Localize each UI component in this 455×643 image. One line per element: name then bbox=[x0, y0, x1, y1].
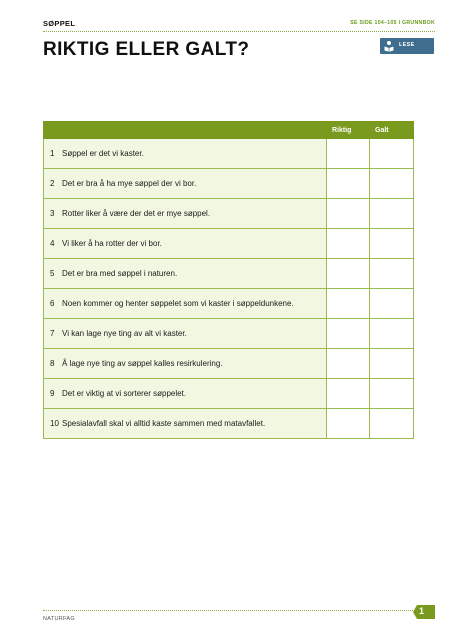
riktig-column-header: Riktig bbox=[327, 122, 370, 139]
reading-person-icon bbox=[383, 40, 395, 52]
riktig-answer-box[interactable] bbox=[327, 229, 370, 259]
galt-answer-box[interactable] bbox=[370, 319, 414, 349]
riktig-answer-box[interactable] bbox=[327, 349, 370, 379]
statement-text: Spesialavfall skal vi alltid kaste sammen med matavfallet. bbox=[62, 418, 266, 428]
header-divider bbox=[43, 31, 435, 32]
statement-number: 8 bbox=[50, 358, 55, 368]
galt-answer-box[interactable] bbox=[370, 379, 414, 409]
subject-label: NATURFAG bbox=[43, 616, 75, 622]
statement-cell bbox=[44, 229, 327, 259]
table-row bbox=[44, 229, 414, 259]
riktig-answer-box[interactable] bbox=[327, 289, 370, 319]
statement-number: 6 bbox=[50, 298, 55, 308]
galt-answer-box[interactable] bbox=[370, 259, 414, 289]
statement-number: 10 bbox=[50, 418, 59, 428]
statement-cell bbox=[44, 289, 327, 319]
statement-text: Det er bra å ha mye søppel der vi bor. bbox=[62, 178, 197, 188]
statement-cell bbox=[44, 169, 327, 199]
statement-number: 9 bbox=[50, 388, 55, 398]
statement-text: Rotter liker å være der det er mye søppel. bbox=[62, 208, 211, 218]
statement-number: 3 bbox=[50, 208, 55, 218]
riktig-answer-box[interactable] bbox=[327, 319, 370, 349]
page-number-tab bbox=[413, 605, 435, 619]
statement-number: 4 bbox=[50, 238, 55, 248]
statement-number: 2 bbox=[50, 178, 55, 188]
statement-cell bbox=[44, 379, 327, 409]
page-number: 1 bbox=[419, 606, 425, 616]
badge-label: LESE bbox=[399, 42, 415, 48]
statement-text: Det er bra med søppel i naturen. bbox=[62, 268, 178, 278]
statement-text: Vi kan lage nye ting av alt vi kaster. bbox=[62, 328, 187, 338]
statement-cell bbox=[44, 409, 327, 439]
riktig-answer-box[interactable] bbox=[327, 169, 370, 199]
table-row bbox=[44, 139, 414, 169]
statement-number: 5 bbox=[50, 268, 55, 278]
statement-cell bbox=[44, 139, 327, 169]
riktig-answer-box[interactable] bbox=[327, 259, 370, 289]
riktig-answer-box[interactable] bbox=[327, 139, 370, 169]
footer-divider bbox=[43, 610, 413, 611]
table-row bbox=[44, 409, 414, 439]
table-row bbox=[44, 169, 414, 199]
textbook-reference: SE SIDE 104–105 I GRUNNBOK bbox=[350, 20, 435, 26]
table-row bbox=[44, 379, 414, 409]
galt-answer-box[interactable] bbox=[370, 199, 414, 229]
riktig-answer-box[interactable] bbox=[327, 199, 370, 229]
riktig-answer-box[interactable] bbox=[327, 379, 370, 409]
statement-text: Søppel er det vi kaster. bbox=[62, 148, 144, 158]
table-row bbox=[44, 199, 414, 229]
statement-text: Vi liker å ha rotter der vi bor. bbox=[62, 238, 162, 248]
activity-badge bbox=[380, 38, 434, 54]
statement-cell bbox=[44, 319, 327, 349]
galt-answer-box[interactable] bbox=[370, 289, 414, 319]
statement-text: Å lage nye ting av søppel kalles resirkulering. bbox=[62, 358, 223, 368]
galt-answer-box[interactable] bbox=[370, 409, 414, 439]
page-title: RIKTIG ELLER GALT? bbox=[43, 39, 250, 60]
statement-number: 7 bbox=[50, 328, 55, 338]
statement-cell bbox=[44, 259, 327, 289]
galt-answer-box[interactable] bbox=[370, 169, 414, 199]
riktig-answer-box[interactable] bbox=[327, 409, 370, 439]
table-row bbox=[44, 289, 414, 319]
galt-answer-box[interactable] bbox=[370, 229, 414, 259]
galt-column-header: Galt bbox=[370, 122, 414, 139]
statement-cell bbox=[44, 349, 327, 379]
section-label: SØPPEL bbox=[43, 19, 76, 28]
table-row bbox=[44, 349, 414, 379]
table-row bbox=[44, 259, 414, 289]
statement-column-header bbox=[44, 122, 327, 139]
statement-text: Noen kommer og henter søppelet som vi kaster i søppeldunkene. bbox=[62, 298, 294, 308]
true-false-table bbox=[43, 121, 414, 439]
table-row bbox=[44, 319, 414, 349]
statement-number: 1 bbox=[50, 148, 55, 158]
table-header-row bbox=[44, 122, 414, 139]
statement-cell bbox=[44, 199, 327, 229]
galt-answer-box[interactable] bbox=[370, 139, 414, 169]
galt-answer-box[interactable] bbox=[370, 349, 414, 379]
statement-text: Det er viktig at vi sorterer søppelet. bbox=[62, 388, 187, 398]
